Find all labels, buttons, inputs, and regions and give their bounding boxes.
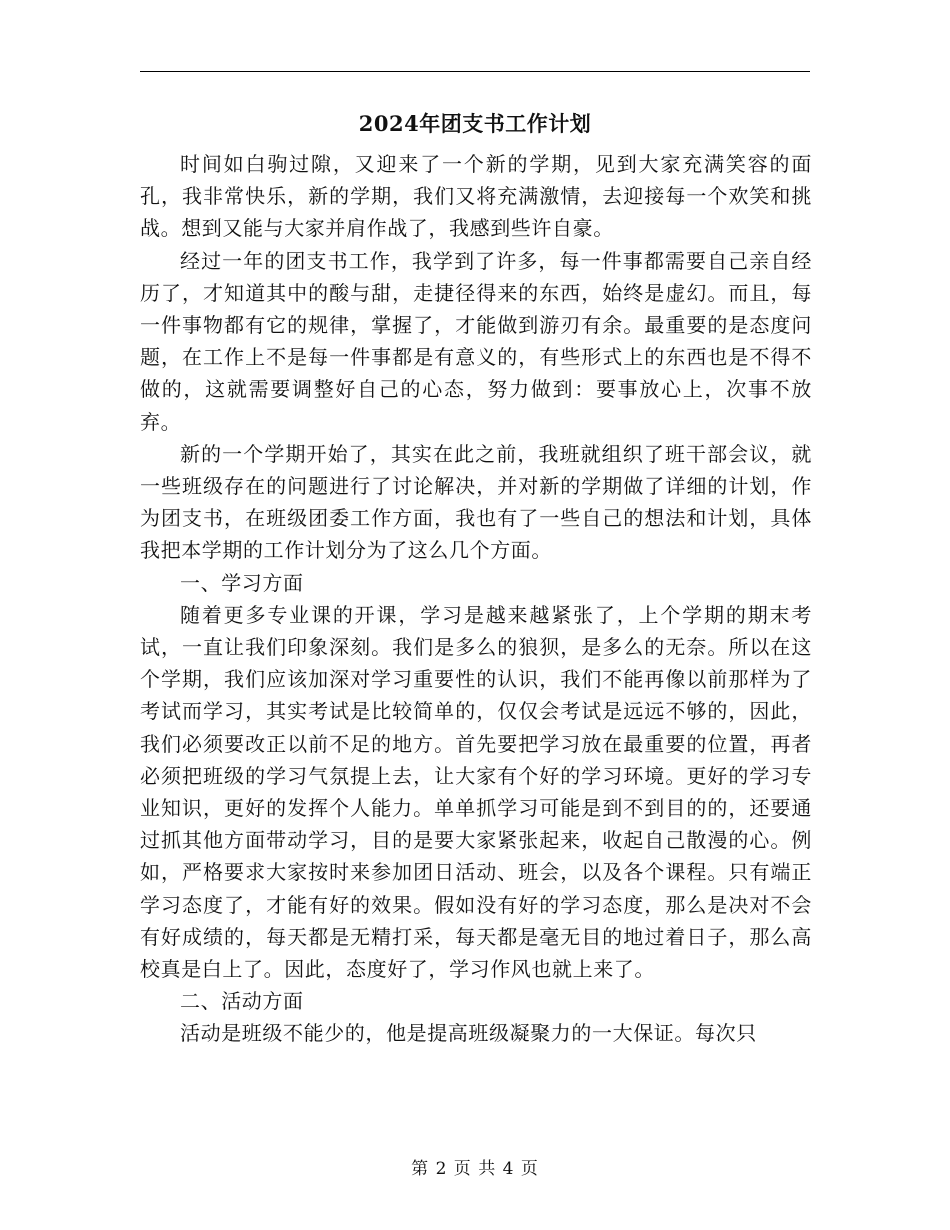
paragraph-study: 随着更多专业课的开课，学习是越来越紧张了，上个学期的期末考试，一直让我们印象深刻。我们是多么的狼狈，是多么的无奈。所以在这个学期，我们应该加深对学习重要性的认识，我们不能再像以前那样为了考试而学习，其实考试是比较简单的，仅仅会考试是远远不够的，因此，我们必须要改正以前不足的地方。首先要把学习放在最重要的位置，再者必须把班级的学习气氛提上去，让大家有个好的学习环境。更好的学习专业知识，更好的发挥个人能力。单单抓学习可能是到不到目的的，还要通过抓其他方面带动学习，目的是要大家紧张起来，收起自己散漫的心。例如，严格要求大家按时来参加团日活动、班会，以及各个课程。只有端正学习态度了，才能有好的效果。假如没有好的学习态度，那么是决对不会有好成绩的，每天都是无精打采，每天都是毫无目的地过着日子，那么高校真是白上了。因此，态度好了，学习作风也就上来了。	[140, 602, 812, 982]
section-heading-activities: 二、活动方面	[180, 989, 304, 1014]
section-heading-study: 一、学习方面	[180, 570, 304, 595]
paragraph-new-semester: 新的一个学期开始了，其实在此之前，我班就组织了班干部会议，就一些班级存在的问题进行了讨论解决，并对新的学期做了详细的计划，作为团支书，在班级团委工作方面，我也有了一些自己的想法和计划，具体我把本学期的工作计划分为了这么几个方面。	[140, 441, 812, 563]
document-body	[140, 148, 812, 1050]
page-number-label: 第 2 页 共 4 页	[411, 1159, 539, 1179]
header-rule	[140, 71, 810, 72]
page-footer	[0, 1154, 950, 1179]
paragraph-experience: 经过一年的团支书工作，我学到了许多，每一件事都需要自己亲自经历了，才知道其中的酸与甜，走捷径得来的东西，始终是虚幻。而且，每一件事物都有它的规律，掌握了，才能做到游刃有余。最重要的是态度问题，在工作上不是每一件事都是有意义的，有些形式上的东西也是不得不做的，这就需要调整好自己的心态，努力做到：要事放心上，次事不放弃。	[140, 248, 812, 434]
document-title: 2024年团支书工作计划	[358, 111, 592, 136]
paragraph-activities: 活动是班级不能少的，他是提高班级凝聚力的一大保证。每次只	[180, 1021, 757, 1046]
paragraph-intro: 时间如白驹过隙，又迎来了一个新的学期，见到大家充满笑容的面孔，我非常快乐，新的学期，我们又将充满激情，去迎接每一个欢笑和挑战。想到又能与大家并肩作战了，我感到些许自豪。	[140, 152, 812, 241]
